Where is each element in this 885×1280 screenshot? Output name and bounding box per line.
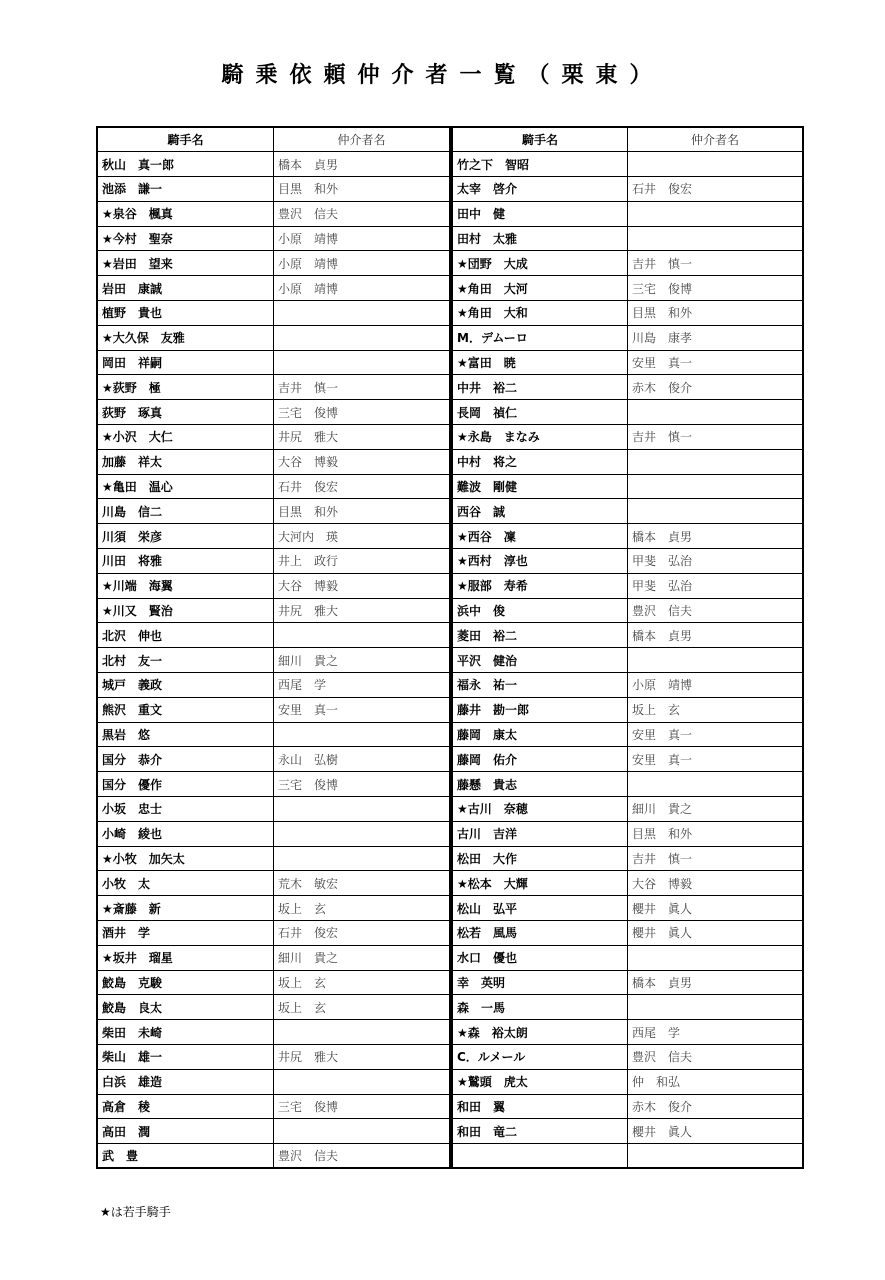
- jockey-name-cell: 酒井 学: [97, 921, 274, 946]
- agent-name-cell: 吉井 慎一: [628, 251, 804, 276]
- jockey-name-cell: 柴山 雄一: [97, 1044, 274, 1069]
- jockey-name-cell: ★松本 大輝: [452, 871, 628, 896]
- table-row: [452, 673, 803, 698]
- jockey-name-cell: ★斎藤 新: [97, 896, 274, 921]
- agent-name-cell: 大河内 瑛: [274, 524, 451, 549]
- agent-name-cell: 井尻 雅大: [274, 1044, 451, 1069]
- footnote: ★は若手騎手: [100, 1205, 171, 1219]
- agent-name-cell: [628, 995, 804, 1020]
- agent-name-cell: [274, 623, 451, 648]
- table-row: [452, 995, 803, 1020]
- jockey-name-cell: 高田 潤: [97, 1119, 274, 1144]
- jockey-name-cell: 長岡 禎仁: [452, 400, 628, 425]
- agent-name-cell: 井上 政行: [274, 549, 451, 574]
- table-row: [97, 1094, 450, 1119]
- table-row: [97, 1044, 450, 1069]
- jockey-name-cell: ★岩田 望来: [97, 251, 274, 276]
- agent-name-cell: [628, 772, 804, 797]
- agent-name-cell: 石井 俊宏: [274, 921, 451, 946]
- jockey-name-cell: 川島 信二: [97, 499, 274, 524]
- jockey-name-cell: 松田 大作: [452, 846, 628, 871]
- jockey-name-cell: 小坂 忠士: [97, 797, 274, 822]
- agent-name-cell: 吉井 慎一: [628, 846, 804, 871]
- table-row: [97, 921, 450, 946]
- agent-name-cell: [274, 1020, 451, 1045]
- agent-name-cell: 小原 靖博: [274, 226, 451, 251]
- table-row: [452, 623, 803, 648]
- agent-name-cell: 三宅 俊博: [274, 1094, 451, 1119]
- table-row: [97, 896, 450, 921]
- jockey-name-cell: 北沢 伸也: [97, 623, 274, 648]
- table-row: [97, 524, 450, 549]
- jockey-name-cell: M．デムーロ: [452, 325, 628, 350]
- jockey-name-cell: 藤岡 佑介: [452, 747, 628, 772]
- jockey-name-cell: ★古川 奈穂: [452, 797, 628, 822]
- jockey-name-cell: 岩田 康誠: [97, 276, 274, 301]
- jockey-name-cell: ★小牧 加矢太: [97, 846, 274, 871]
- agent-name-cell: 大谷 博毅: [274, 449, 451, 474]
- table-row: [452, 921, 803, 946]
- jockey-name-cell: 浜中 俊: [452, 598, 628, 623]
- agent-name-cell: 豊沢 信夫: [274, 1144, 451, 1169]
- table-row: [97, 276, 450, 301]
- agent-name-cell: 赤木 俊介: [628, 1094, 804, 1119]
- agent-name-cell: [274, 797, 451, 822]
- table-row: [452, 325, 803, 350]
- jockey-name-cell: 藤懸 貴志: [452, 772, 628, 797]
- jockey-name-cell: 川須 栄彦: [97, 524, 274, 549]
- table-row: [97, 177, 450, 202]
- table-row: [452, 524, 803, 549]
- agent-name-cell: [628, 449, 804, 474]
- agent-name-cell: 目黒 和外: [274, 499, 451, 524]
- agent-name-cell: [274, 821, 451, 846]
- agent-name-cell: [628, 152, 804, 177]
- jockey-name-cell: 高倉 稜: [97, 1094, 274, 1119]
- agent-name-cell: 吉井 慎一: [274, 375, 451, 400]
- table-row: [452, 896, 803, 921]
- jockey-name-cell: 国分 優作: [97, 772, 274, 797]
- jockey-name-cell: 武 豊: [97, 1144, 274, 1169]
- agent-name-cell: 坂上 玄: [274, 970, 451, 995]
- agent-name-cell: [628, 1144, 804, 1169]
- table-row: [452, 1144, 803, 1169]
- table-row: [452, 970, 803, 995]
- table-row: [97, 499, 450, 524]
- roster-body-right: [452, 152, 803, 1169]
- table-row: [452, 697, 803, 722]
- jockey-name-cell: C．ルメール: [452, 1044, 628, 1069]
- jockey-name-cell: 和田 竜二: [452, 1119, 628, 1144]
- jockey-name-cell: 竹之下 智昭: [452, 152, 628, 177]
- agent-name-cell: 赤木 俊介: [628, 375, 804, 400]
- table-row: [97, 251, 450, 276]
- page-title: 騎乗依頼仲介者一覧（栗東）: [221, 63, 664, 88]
- agent-name-cell: [628, 226, 804, 251]
- table-row: [97, 1020, 450, 1045]
- jockey-name-cell: 平沢 健治: [452, 648, 628, 673]
- jockey-name-cell: 北村 友一: [97, 648, 274, 673]
- jockey-name-cell: ★角田 大河: [452, 276, 628, 301]
- jockey-name-cell: 秋山 真一郎: [97, 152, 274, 177]
- agent-name-cell: [274, 301, 451, 326]
- agent-name-cell: 坂上 玄: [628, 697, 804, 722]
- jockey-name-cell: ★小沢 大仁: [97, 425, 274, 450]
- agent-name-cell: 大谷 博毅: [274, 573, 451, 598]
- agent-name-cell: 三宅 俊博: [274, 772, 451, 797]
- table-row: [97, 201, 450, 226]
- jockey-name-cell: ★鷲頭 虎太: [452, 1069, 628, 1094]
- agent-name-cell: 櫻井 眞人: [628, 921, 804, 946]
- jockey-name-cell: 小牧 太: [97, 871, 274, 896]
- table-row: [97, 648, 450, 673]
- jockey-name-cell: [452, 1144, 628, 1169]
- roster-table-left: [96, 126, 451, 1169]
- agent-name-cell: 西尾 学: [274, 673, 451, 698]
- agent-name-cell: 目黒 和外: [628, 821, 804, 846]
- table-row: [97, 722, 450, 747]
- jockey-name-cell: 加藤 祥太: [97, 449, 274, 474]
- agent-name-cell: 大谷 博毅: [628, 871, 804, 896]
- table-row: [452, 1119, 803, 1144]
- agent-name-cell: 豊沢 信夫: [628, 598, 804, 623]
- agent-name-cell: 橋本 貞男: [628, 524, 804, 549]
- agent-name-cell: 橋本 貞男: [628, 623, 804, 648]
- table-row: [97, 772, 450, 797]
- agent-name-cell: 細川 貴之: [274, 945, 451, 970]
- agent-name-cell: [274, 1119, 451, 1144]
- agent-name-cell: 安里 真一: [628, 350, 804, 375]
- table-row: [97, 152, 450, 177]
- table-row: [452, 1069, 803, 1094]
- agent-name-cell: 豊沢 信夫: [628, 1044, 804, 1069]
- agent-name-cell: 荒木 敏宏: [274, 871, 451, 896]
- table-row: [452, 152, 803, 177]
- agent-name-cell: 坂上 玄: [274, 995, 451, 1020]
- agent-name-cell: 目黒 和外: [628, 301, 804, 326]
- table-row: [452, 226, 803, 251]
- agent-name-cell: 西尾 学: [628, 1020, 804, 1045]
- table-row: [452, 449, 803, 474]
- jockey-column-header: 騎手名: [97, 127, 274, 152]
- jockey-name-cell: 城戸 義政: [97, 673, 274, 698]
- table-row: [452, 375, 803, 400]
- table-row: [452, 499, 803, 524]
- jockey-name-cell: 川田 将雅: [97, 549, 274, 574]
- jockey-name-cell: 松若 風馬: [452, 921, 628, 946]
- jockey-name-cell: 太宰 啓介: [452, 177, 628, 202]
- agent-name-cell: 永山 弘樹: [274, 747, 451, 772]
- table-row: [452, 301, 803, 326]
- table-row: [97, 598, 450, 623]
- jockey-name-cell: 植野 貴也: [97, 301, 274, 326]
- agent-name-cell: 小原 靖博: [628, 673, 804, 698]
- agent-name-cell: 仲 和弘: [628, 1069, 804, 1094]
- jockey-name-cell: 鮫島 克駿: [97, 970, 274, 995]
- agent-name-cell: 細川 貴之: [274, 648, 451, 673]
- jockey-name-cell: 黒岩 悠: [97, 722, 274, 747]
- table-row: [452, 350, 803, 375]
- table-row: [452, 573, 803, 598]
- table-row: [452, 400, 803, 425]
- agent-name-cell: 櫻井 眞人: [628, 896, 804, 921]
- jockey-name-cell: 森 一馬: [452, 995, 628, 1020]
- jockey-name-cell: 田村 太雅: [452, 226, 628, 251]
- table-row: [97, 474, 450, 499]
- table-row: [452, 177, 803, 202]
- jockey-name-cell: 幸 英明: [452, 970, 628, 995]
- agent-name-cell: [628, 201, 804, 226]
- jockey-name-cell: ★森 裕太朗: [452, 1020, 628, 1045]
- agent-name-cell: 川島 康孝: [628, 325, 804, 350]
- table-row: [452, 549, 803, 574]
- table-row: [452, 846, 803, 871]
- jockey-name-cell: ★荻野 極: [97, 375, 274, 400]
- table-row: [452, 201, 803, 226]
- table-row: [97, 697, 450, 722]
- table-row: [97, 449, 450, 474]
- table-row: [97, 821, 450, 846]
- table-row: [452, 747, 803, 772]
- table-row: [97, 797, 450, 822]
- header-row: [97, 127, 450, 152]
- table-row: [97, 846, 450, 871]
- agent-name-cell: 橋本 貞男: [274, 152, 451, 177]
- table-row: [452, 1094, 803, 1119]
- jockey-name-cell: ★大久保 友雅: [97, 325, 274, 350]
- agent-name-cell: [274, 325, 451, 350]
- jockey-name-cell: ★泉谷 楓真: [97, 201, 274, 226]
- agent-name-cell: 小原 靖博: [274, 276, 451, 301]
- table-row: [97, 400, 450, 425]
- table-row: [452, 648, 803, 673]
- table-row: [97, 375, 450, 400]
- table-row: [97, 871, 450, 896]
- table-row: [452, 1044, 803, 1069]
- roster-body-left: [97, 152, 450, 1169]
- roster-table-right: [451, 126, 804, 1169]
- table-row: [452, 1020, 803, 1045]
- table-row: [97, 425, 450, 450]
- agent-name-cell: 三宅 俊博: [274, 400, 451, 425]
- agent-name-cell: [274, 1069, 451, 1094]
- jockey-name-cell: 藤岡 康太: [452, 722, 628, 747]
- agent-name-cell: 安里 真一: [628, 747, 804, 772]
- table-row: [97, 573, 450, 598]
- jockey-name-cell: 熊沢 重文: [97, 697, 274, 722]
- jockey-name-cell: ★富田 暁: [452, 350, 628, 375]
- jockey-name-cell: 国分 恭介: [97, 747, 274, 772]
- jockey-name-cell: 中村 将之: [452, 449, 628, 474]
- jockey-name-cell: 西谷 誠: [452, 499, 628, 524]
- agent-name-cell: 小原 靖博: [274, 251, 451, 276]
- table-row: [452, 276, 803, 301]
- jockey-name-cell: ★今村 聖奈: [97, 226, 274, 251]
- agent-name-cell: 豊沢 信夫: [274, 201, 451, 226]
- jockey-name-cell: ★亀田 温心: [97, 474, 274, 499]
- jockey-name-cell: 岡田 祥嗣: [97, 350, 274, 375]
- jockey-name-cell: 中井 裕二: [452, 375, 628, 400]
- jockey-name-cell: ★坂井 瑠星: [97, 945, 274, 970]
- table-row: [452, 797, 803, 822]
- agent-name-cell: 甲斐 弘治: [628, 549, 804, 574]
- table-row: [452, 821, 803, 846]
- agent-name-cell: 三宅 俊博: [628, 276, 804, 301]
- agent-name-cell: [274, 846, 451, 871]
- agent-name-cell: [628, 499, 804, 524]
- jockey-name-cell: ★西村 淳也: [452, 549, 628, 574]
- jockey-name-cell: 古川 吉洋: [452, 821, 628, 846]
- jockey-name-cell: ★角田 大和: [452, 301, 628, 326]
- table-row: [452, 474, 803, 499]
- jockey-name-cell: 和田 翼: [452, 1094, 628, 1119]
- agent-name-cell: 石井 俊宏: [274, 474, 451, 499]
- table-row: [452, 425, 803, 450]
- agent-name-cell: 井尻 雅大: [274, 598, 451, 623]
- jockey-name-cell: 福永 祐一: [452, 673, 628, 698]
- table-row: [452, 871, 803, 896]
- agent-name-cell: 井尻 雅大: [274, 425, 451, 450]
- jockey-name-cell: 柴田 未崎: [97, 1020, 274, 1045]
- jockey-name-cell: 藤井 勘一郎: [452, 697, 628, 722]
- table-row: [97, 970, 450, 995]
- jockey-name-cell: 白浜 雄造: [97, 1069, 274, 1094]
- table-row: [97, 549, 450, 574]
- agent-name-cell: 櫻井 眞人: [628, 1119, 804, 1144]
- agent-name-cell: 坂上 玄: [274, 896, 451, 921]
- table-row: [97, 1119, 450, 1144]
- jockey-name-cell: ★永島 まなみ: [452, 425, 628, 450]
- jockey-name-cell: 松山 弘平: [452, 896, 628, 921]
- jockey-name-cell: ★川端 海翼: [97, 573, 274, 598]
- agent-name-cell: [628, 474, 804, 499]
- table-row: [97, 1069, 450, 1094]
- table-row: [97, 1144, 450, 1169]
- agent-column-header: 仲介者名: [628, 127, 804, 152]
- table-row: [452, 251, 803, 276]
- agent-name-cell: 石井 俊宏: [628, 177, 804, 202]
- agent-name-cell: [628, 648, 804, 673]
- agent-name-cell: 細川 貴之: [628, 797, 804, 822]
- agent-column-header: 仲介者名: [274, 127, 451, 152]
- agent-name-cell: [274, 350, 451, 375]
- table-row: [452, 945, 803, 970]
- agent-name-cell: 橋本 貞男: [628, 970, 804, 995]
- jockey-name-cell: 池添 謙一: [97, 177, 274, 202]
- jockey-name-cell: 田中 健: [452, 201, 628, 226]
- table-row: [97, 226, 450, 251]
- table-row: [97, 945, 450, 970]
- table-row: [452, 598, 803, 623]
- agent-name-cell: 安里 真一: [628, 722, 804, 747]
- jockey-name-cell: 難波 剛健: [452, 474, 628, 499]
- jockey-name-cell: 荻野 琢真: [97, 400, 274, 425]
- agent-name-cell: 吉井 慎一: [628, 425, 804, 450]
- table-row: [452, 772, 803, 797]
- jockey-column-header: 騎手名: [452, 127, 628, 152]
- header-row: [452, 127, 803, 152]
- jockey-name-cell: ★西谷 凜: [452, 524, 628, 549]
- jockey-name-cell: 小崎 綾也: [97, 821, 274, 846]
- jockey-name-cell: 水口 優也: [452, 945, 628, 970]
- jockey-name-cell: ★団野 大成: [452, 251, 628, 276]
- agent-name-cell: [274, 722, 451, 747]
- jockey-name-cell: 鮫島 良太: [97, 995, 274, 1020]
- agent-name-cell: [628, 400, 804, 425]
- agent-name-cell: 目黒 和外: [274, 177, 451, 202]
- table-row: [97, 350, 450, 375]
- table-row: [97, 301, 450, 326]
- agent-name-cell: 甲斐 弘治: [628, 573, 804, 598]
- agent-name-cell: [628, 945, 804, 970]
- jockey-name-cell: 菱田 裕二: [452, 623, 628, 648]
- jockey-name-cell: ★川又 賢治: [97, 598, 274, 623]
- jockey-name-cell: ★服部 寿希: [452, 573, 628, 598]
- agent-name-cell: 安里 真一: [274, 697, 451, 722]
- table-row: [97, 325, 450, 350]
- table-row: [97, 673, 450, 698]
- table-row: [97, 747, 450, 772]
- table-row: [97, 995, 450, 1020]
- table-row: [97, 623, 450, 648]
- table-row: [452, 722, 803, 747]
